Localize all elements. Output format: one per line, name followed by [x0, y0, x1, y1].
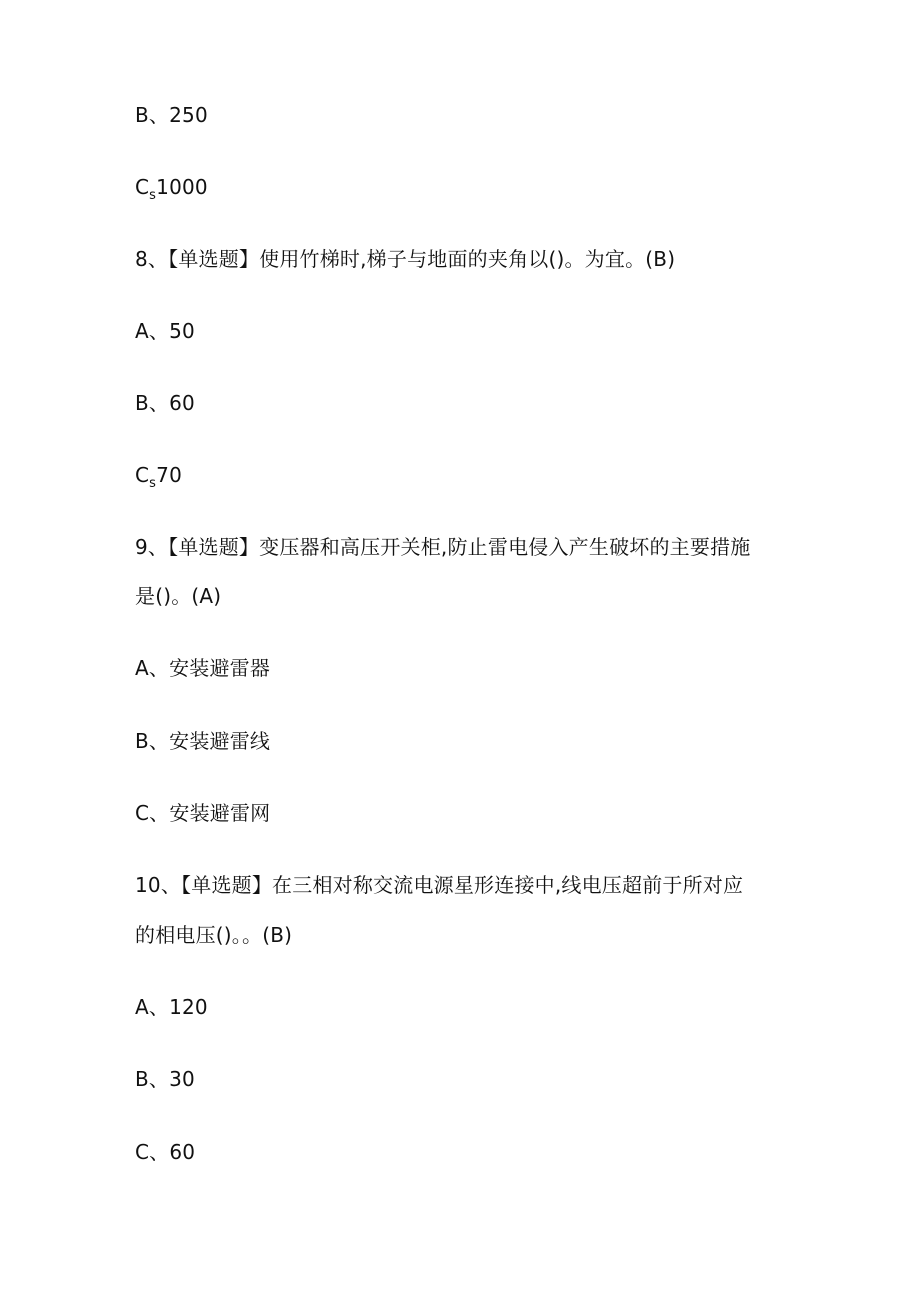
q8-stem: 8、【单选题】使用竹梯时,梯子与地面的夹角以()。为宜。(B)	[135, 247, 676, 271]
q7-option-c	[135, 173, 208, 205]
q8-option-a: A、50	[135, 319, 195, 343]
q9-stem-line1: 9、【单选题】变压器和高压开关柜,防止雷电侵入产生破坏的主要措施	[135, 535, 751, 559]
q9-option-c: C、安装避雷网	[135, 801, 271, 825]
q8-option-c-letter: C	[135, 463, 150, 487]
q9-option-a: A、安装避雷器	[135, 656, 271, 680]
q7-option-b: B、250	[135, 103, 208, 127]
q10-stem-line1: 10、【单选题】在三相对称交流电源星形连接中,线电压超前于所对应	[135, 873, 744, 897]
q9-option-b: B、安装避雷线	[135, 729, 271, 753]
q7-option-c-letter: C	[135, 175, 150, 199]
q10-option-b: B、30	[135, 1067, 195, 1091]
q9-stem-line2: 是()。(A)	[135, 584, 222, 608]
q10-stem-line2: 的相电压()。。(B)	[135, 923, 293, 947]
q7-option-c-sub: s	[149, 188, 157, 203]
q10-option-c: C、60	[135, 1140, 196, 1164]
q8-option-b: B、60	[135, 391, 195, 415]
q8-option-c-value: 70	[156, 463, 183, 487]
q8-option-c	[135, 461, 182, 493]
q10-option-a: A、120	[135, 995, 208, 1019]
q7-option-c-value: 1000	[156, 175, 208, 199]
q8-option-c-sub: s	[149, 476, 157, 491]
